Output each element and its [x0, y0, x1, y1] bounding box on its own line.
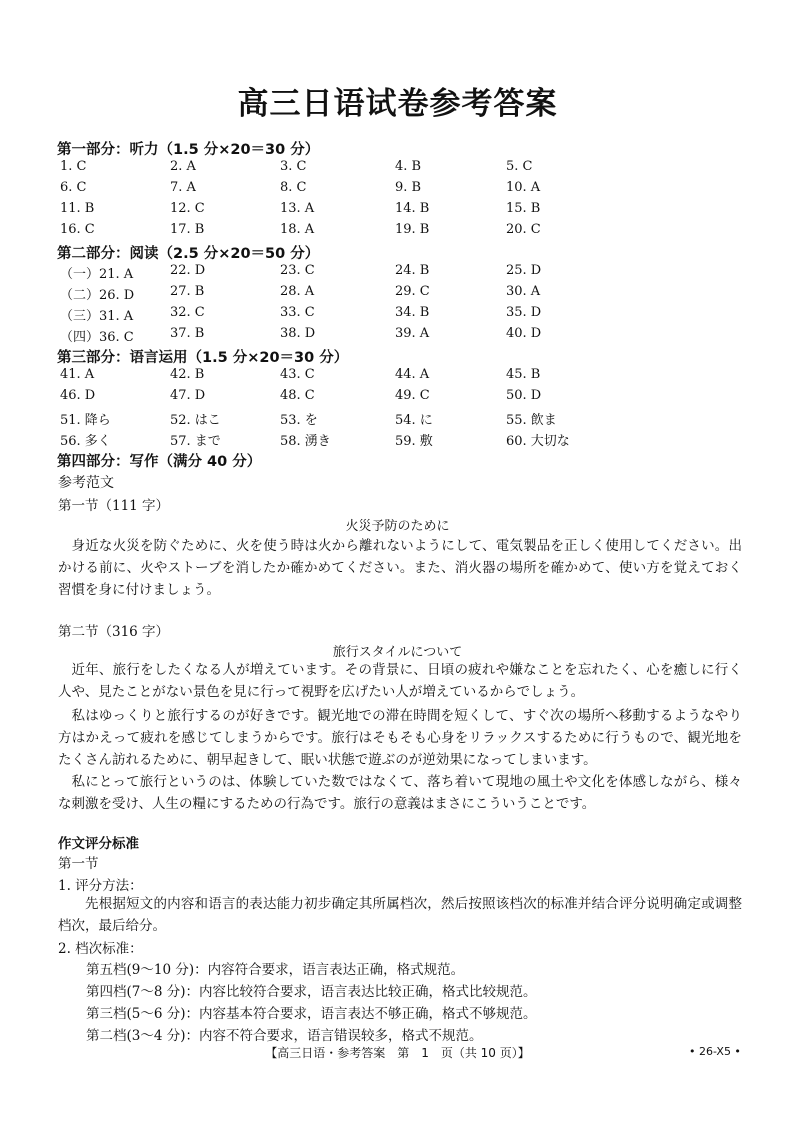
answer-row — [60, 326, 760, 347]
answer-cell: 9. B — [395, 180, 422, 195]
answer-cell: 11. B — [60, 201, 95, 216]
answer-cell: 5. C — [506, 159, 533, 174]
answer-cell: （一）21. A — [60, 267, 134, 282]
answer-row — [60, 159, 760, 180]
criteria-section-label: 第一节 — [58, 856, 99, 872]
answer-cell: 25. D — [506, 263, 542, 278]
answer-cell: （四）36. C — [60, 330, 134, 345]
answer-cell: 47. D — [170, 388, 206, 403]
answer-cell: 20. C — [506, 222, 541, 237]
section1-label: 第一节（111 字） — [58, 498, 170, 514]
answer-cell: 14. B — [395, 201, 430, 216]
answer-cell: （二）26. D — [60, 288, 135, 303]
answer-cell: 58. 湧き — [280, 434, 331, 449]
answer-cell: 2. A — [170, 159, 196, 174]
levels-label: 2. 档次标准： — [58, 941, 143, 957]
answer-cell: 52. はこ — [170, 413, 221, 428]
answer-cell: 33. C — [280, 305, 315, 320]
answer-cell: 35. D — [506, 305, 542, 320]
essay2-title: 旅行スタイルについて — [332, 645, 463, 660]
essay1-title: 火災予防のために — [345, 519, 450, 534]
answer-cell: 23. C — [280, 263, 315, 278]
answer-cell: 41. A — [60, 367, 95, 382]
answer-cell: 24. B — [395, 263, 430, 278]
answer-cell: 16. C — [60, 222, 95, 237]
level-item: 第三档(5～6 分)：内容基本符合要求，语言表达不够正确，格式不够规范。 — [86, 1006, 537, 1022]
answer-cell: 43. C — [280, 367, 315, 382]
answer-row — [60, 430, 760, 451]
level-item: 第四档(7～8 分)：内容比较符合要求，语言表达比较正确，格式比较规范。 — [86, 984, 537, 1000]
answer-cell: 50. D — [506, 388, 542, 403]
level-item: 第二档(3～4 分)：内容不符合要求，语言错误较多，格式不规范。 — [86, 1028, 483, 1044]
answer-cell: 10. A — [506, 180, 541, 195]
answer-cell: 32. C — [170, 305, 205, 320]
answer-cell: 6. C — [60, 180, 87, 195]
answer-cell: 40. D — [506, 326, 542, 341]
answer-cell: 42. B — [170, 367, 205, 382]
answer-cell: 46. D — [60, 388, 96, 403]
answer-cell: 45. B — [506, 367, 541, 382]
essay2-paragraph: 近年、旅行をしたくなる人が増えています。その背景に、日頃の疲れや嫌なことを忘れたく、心を癒しに行く人や、見たことがない景色を見に行って視野を広げたい人が増えているからでしょう。 — [58, 662, 742, 700]
answer-cell: 34. B — [395, 305, 430, 320]
answer-cell: 49. C — [395, 388, 430, 403]
essay2-paragraph: 私にとって旅行というのは、体験していた数ではなくて、落ち着いて現地の風土や文化を体感しながら、様々な刺激を受け、人生の糧にするための行為です。旅行の意義はまさにこういうことです。 — [58, 774, 742, 812]
page-footer: 【高三日语・参考答案 第 1 页（共 10 页）】 — [265, 1046, 530, 1060]
answer-cell: 37. B — [170, 326, 205, 341]
answer-cell: 8. C — [280, 180, 307, 195]
answer-cell: 29. C — [395, 284, 430, 299]
answer-cell: 56. 多く — [60, 434, 111, 449]
part4-heading: 第四部分：写作（满分 40 分） — [57, 454, 262, 470]
answer-cell: 53. を — [280, 413, 318, 428]
answer-cell: 15. B — [506, 201, 541, 216]
answer-cell: 38. D — [280, 326, 316, 341]
answer-row — [60, 222, 760, 243]
answer-cell: 44. A — [395, 367, 430, 382]
answer-cell: 22. D — [170, 263, 206, 278]
answer-cell: 30. A — [506, 284, 541, 299]
answer-cell: 27. B — [170, 284, 205, 299]
answer-cell: （三）31. A — [60, 309, 134, 324]
criteria-heading: 作文评分标准 — [58, 836, 139, 852]
part3-heading: 第三部分：语言运用（1.5 分×20＝30 分） — [57, 350, 349, 366]
answer-cell: 3. C — [280, 159, 307, 174]
answer-row — [60, 409, 760, 430]
essay1-paragraph: 身近な火災を防ぐために、火を使う時は火から離れないようにして、電気製品を正しく使用してください。出かける前に、火やストーブを消したか確かめてください。また、消火器の場所を確かめて、使い方を覚えておく習慣を身に付けましょう。 — [58, 538, 742, 598]
answer-cell: 12. C — [170, 201, 205, 216]
method-label: 1. 评分方法： — [58, 878, 143, 894]
answer-cell: 57. まで — [170, 434, 221, 449]
part2-heading: 第二部分：阅读（2.5 分×20＝50 分） — [57, 246, 320, 262]
answer-row — [60, 263, 760, 284]
answer-row — [60, 201, 760, 222]
answer-cell: 60. 大切な — [506, 434, 570, 449]
answer-row — [60, 305, 760, 326]
answer-cell: 28. A — [280, 284, 315, 299]
paper-code: • 26-X5 • — [689, 1045, 741, 1058]
answer-row — [60, 367, 760, 388]
answer-cell: 4. B — [395, 159, 422, 174]
level-item: 第五档(9～10 分)：内容符合要求，语言表达正确，格式规范。 — [86, 962, 465, 978]
answer-cell: 17. B — [170, 222, 205, 237]
answer-cell: 59. 敷 — [395, 434, 433, 449]
part1-heading: 第一部分：听力（1.5 分×20＝30 分） — [57, 142, 320, 158]
answer-row — [60, 180, 760, 201]
answer-row — [60, 284, 760, 305]
answer-cell: 7. A — [170, 180, 196, 195]
page-title: 高三日语试卷参考答案 — [237, 86, 558, 122]
answer-cell: 13. A — [280, 201, 315, 216]
essay2-paragraph: 私はゆっくりと旅行するのが好きです。観光地での滞在時間を短くして、すぐ次の場所へ移動するようなやり方はかえって疲れを感じてしまうからです。旅行はそもそも心身をリラックスするために行うもので、観光地をたくさん訪れるために、朝早起きして、眠い状態で遊ぶのが逆効果になってしまいます。 — [58, 708, 742, 768]
method-text: 先根据短文的内容和语言的表达能力初步确定其所属档次，然后按照该档次的标准并结合评分说明确定或调整档次，最后给分。 — [58, 896, 742, 934]
answer-cell: 55. 飲ま — [506, 413, 557, 428]
sample-essay-label: 参考范文 — [58, 475, 114, 491]
answer-cell: 48. C — [280, 388, 315, 403]
answer-row — [60, 388, 760, 409]
answer-cell: 19. B — [395, 222, 430, 237]
answer-cell: 54. に — [395, 413, 433, 428]
answer-cell: 51. 降ら — [60, 413, 111, 428]
section2-label: 第二节（316 字） — [58, 624, 170, 640]
answer-cell: 18. A — [280, 222, 315, 237]
answer-cell: 39. A — [395, 326, 430, 341]
answer-cell: 1. C — [60, 159, 87, 174]
